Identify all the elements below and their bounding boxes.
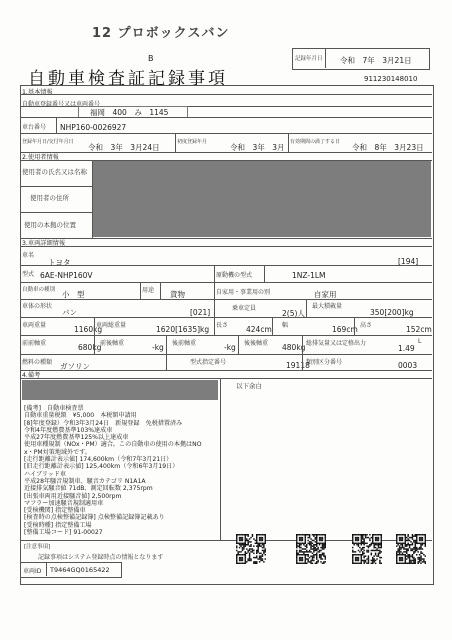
- redacted-remarks: [22, 380, 218, 400]
- expiry-label: 有効期間の満了する日: [290, 139, 341, 145]
- model-value: 6AE-NHP160V: [40, 271, 93, 280]
- reg-number-label: 自動車登録番号又は車両番号: [22, 101, 101, 108]
- class-number-label: 類別区分番号: [306, 359, 343, 366]
- rear-front-axle-label: 後前軸重: [172, 340, 197, 347]
- rear-rear-axle-value: 480kg: [282, 343, 306, 352]
- section2-heading: 2.使用者情報: [22, 154, 59, 161]
- type-number-value: 19118: [286, 361, 310, 370]
- use-label: 用途: [142, 287, 155, 294]
- maker-value: トヨタ: [48, 258, 71, 267]
- qr-code-3: [352, 534, 382, 564]
- max-load-value: 350[200]kg: [370, 308, 414, 317]
- private-label: 自家用・事業用の別: [216, 289, 271, 296]
- blank-below-label: 以下余白: [236, 382, 262, 390]
- private-value: 自家用: [314, 290, 337, 299]
- remarks-line: x・PM対策地域外です。: [24, 448, 91, 456]
- use-value: 貨物: [170, 290, 185, 299]
- qr-code-1: [236, 534, 266, 564]
- remarks-line: [出張車両用近接騒音値] 2,500rpm: [24, 492, 122, 500]
- section4-heading: 4.備考: [22, 372, 41, 379]
- engine-value: 1NZ-1LM: [292, 271, 326, 280]
- maker-code: [194]: [398, 257, 419, 266]
- remarks-line: ハイブリッド車: [24, 470, 66, 478]
- gross-weight-label: 車両総重量: [96, 322, 127, 329]
- length-label: 長さ: [216, 322, 229, 329]
- remarks-line: [旧走行距離計表示値] 125,400km（令和6年3月19日）: [24, 463, 179, 471]
- handwritten-note: 12 プロボックスバン: [92, 26, 230, 41]
- qr-code-2: [296, 534, 326, 564]
- car-id-label: 車両ID: [23, 568, 42, 575]
- remarks-line: 令和4年度燃費基準103%達成車: [24, 426, 113, 434]
- reg-number-value: 福岡 400 み 1145: [90, 108, 169, 117]
- kind-value: 小 型: [62, 290, 85, 299]
- section1-heading: 1.基本情報: [22, 89, 53, 96]
- qr-code-4: [396, 534, 426, 564]
- body-shape-value: バン: [62, 308, 77, 317]
- user-address-label: 使用者の住所: [30, 194, 69, 202]
- record-date-label: 記録年月日: [295, 56, 323, 62]
- remarks-line: 使用車種規制（NOx・PM）適合。この自動車の使用の本拠はNO: [24, 441, 202, 449]
- document-number: 911230148010: [364, 75, 418, 83]
- width-label: 幅: [282, 322, 289, 329]
- remarks-line: [走行距離計表示値] 174,600km（令和7年3月21日）: [24, 456, 173, 464]
- notice-text: 記録事項はシステム登録時点の情報となります: [38, 554, 164, 561]
- record-date-value: 令和 7年 3月21日: [340, 56, 412, 65]
- page-title: 自動車検査証記録事項: [28, 69, 228, 89]
- width-value: 169cm: [332, 325, 358, 334]
- displacement-value: 1.49: [398, 344, 415, 353]
- remarks-notes: [24, 405, 202, 536]
- weight-value: 1160kg: [74, 325, 103, 334]
- length-value: 424cm: [246, 325, 272, 334]
- model-label: 型式: [22, 271, 35, 278]
- remarks-line: [8]年度登録）令和3年3月24日 新規登録 免税措置済み: [24, 419, 183, 427]
- remarks-line: 近接排気騒音値 71dB、測定回転数 2,375rpm: [24, 485, 153, 493]
- max-load-label: 最大積載量: [312, 303, 343, 310]
- height-label: 高さ: [360, 322, 373, 329]
- remarks-line: [整備工場コード] 91-00027: [24, 529, 103, 537]
- rear-rear-axle-label: 後後軸重: [244, 340, 269, 347]
- front-front-axle-value: 680kg: [78, 343, 102, 352]
- first-reg-value: 令和 3年 3月24日: [88, 143, 160, 152]
- fuel-value: ガソリン: [60, 362, 90, 371]
- class-number-value: 0003: [398, 361, 418, 370]
- fuel-label: 燃料の種類: [22, 359, 53, 366]
- weight-label: 車両重量: [22, 322, 47, 329]
- user-name-label: 使用者の氏名又は名称: [22, 168, 87, 176]
- front-front-axle-label: 前前軸重: [22, 340, 47, 347]
- redacted-user-info: [93, 161, 431, 237]
- displacement-label: 総排気量又は定格出力: [306, 340, 367, 347]
- height-value: 152cm: [406, 325, 432, 334]
- maker-label: 車名: [22, 252, 35, 259]
- front-rear-axle-value: -kg: [152, 343, 164, 352]
- remarks-line: [備考] 自動車検査票: [24, 405, 84, 412]
- expiry-value: 令和 8年 3月23日: [352, 143, 424, 152]
- remarks-line: 平成28年騒音規制車、騒音カテゴリ N1A1A: [24, 477, 146, 485]
- engine-label: 原動機の型式: [216, 272, 253, 279]
- car-id-value: T9464GQ0165422: [50, 566, 110, 574]
- front-rear-axle-label: 前後軸重: [100, 340, 125, 347]
- remarks-line: マフラー加速騒音規制適用車: [24, 499, 104, 507]
- remarks-line: 自動車重量税額 ¥5,000 本税額申請用: [24, 412, 137, 420]
- first-year-value: 令和 3年 3月: [230, 143, 285, 152]
- rear-front-axle-value: -kg: [224, 343, 236, 352]
- chassis-value: NHP160-0026927: [60, 123, 127, 132]
- chassis-label: 車台番号: [22, 124, 47, 131]
- mark-b: B: [148, 54, 154, 63]
- capacity-label: 乗車定員: [232, 305, 257, 312]
- capacity-value: 2(5)人: [282, 309, 305, 318]
- remarks-line: [受検機関] 指定整備車: [24, 507, 86, 515]
- section3-heading: 3.車両詳細情報: [22, 240, 66, 247]
- body-shape-label: 車体の形状: [22, 303, 53, 310]
- notice-label: [注意事項]: [24, 544, 51, 550]
- remarks-line: [検査時の点検整備記録簿] 点検整備記録簿記載あり: [24, 514, 165, 522]
- kind-label: 自動車の種別: [22, 287, 56, 293]
- remarks-line: [受検時種] 指定整備工場: [24, 521, 92, 529]
- first-year-label: 初度登録年月: [177, 139, 208, 145]
- first-reg-label: 登録年月日/交付年月日: [22, 139, 74, 145]
- gross-weight-value: 1620[1635]kg: [156, 325, 210, 334]
- displacement-unit: L: [418, 338, 422, 345]
- body-shape-code: [021]: [190, 308, 211, 317]
- base-location-label: 使用の本拠の位置: [24, 221, 76, 229]
- remarks-line: 平成27年度燃費基準125%以上達成車: [24, 434, 129, 442]
- type-number-label: 型式指定番号: [190, 359, 227, 366]
